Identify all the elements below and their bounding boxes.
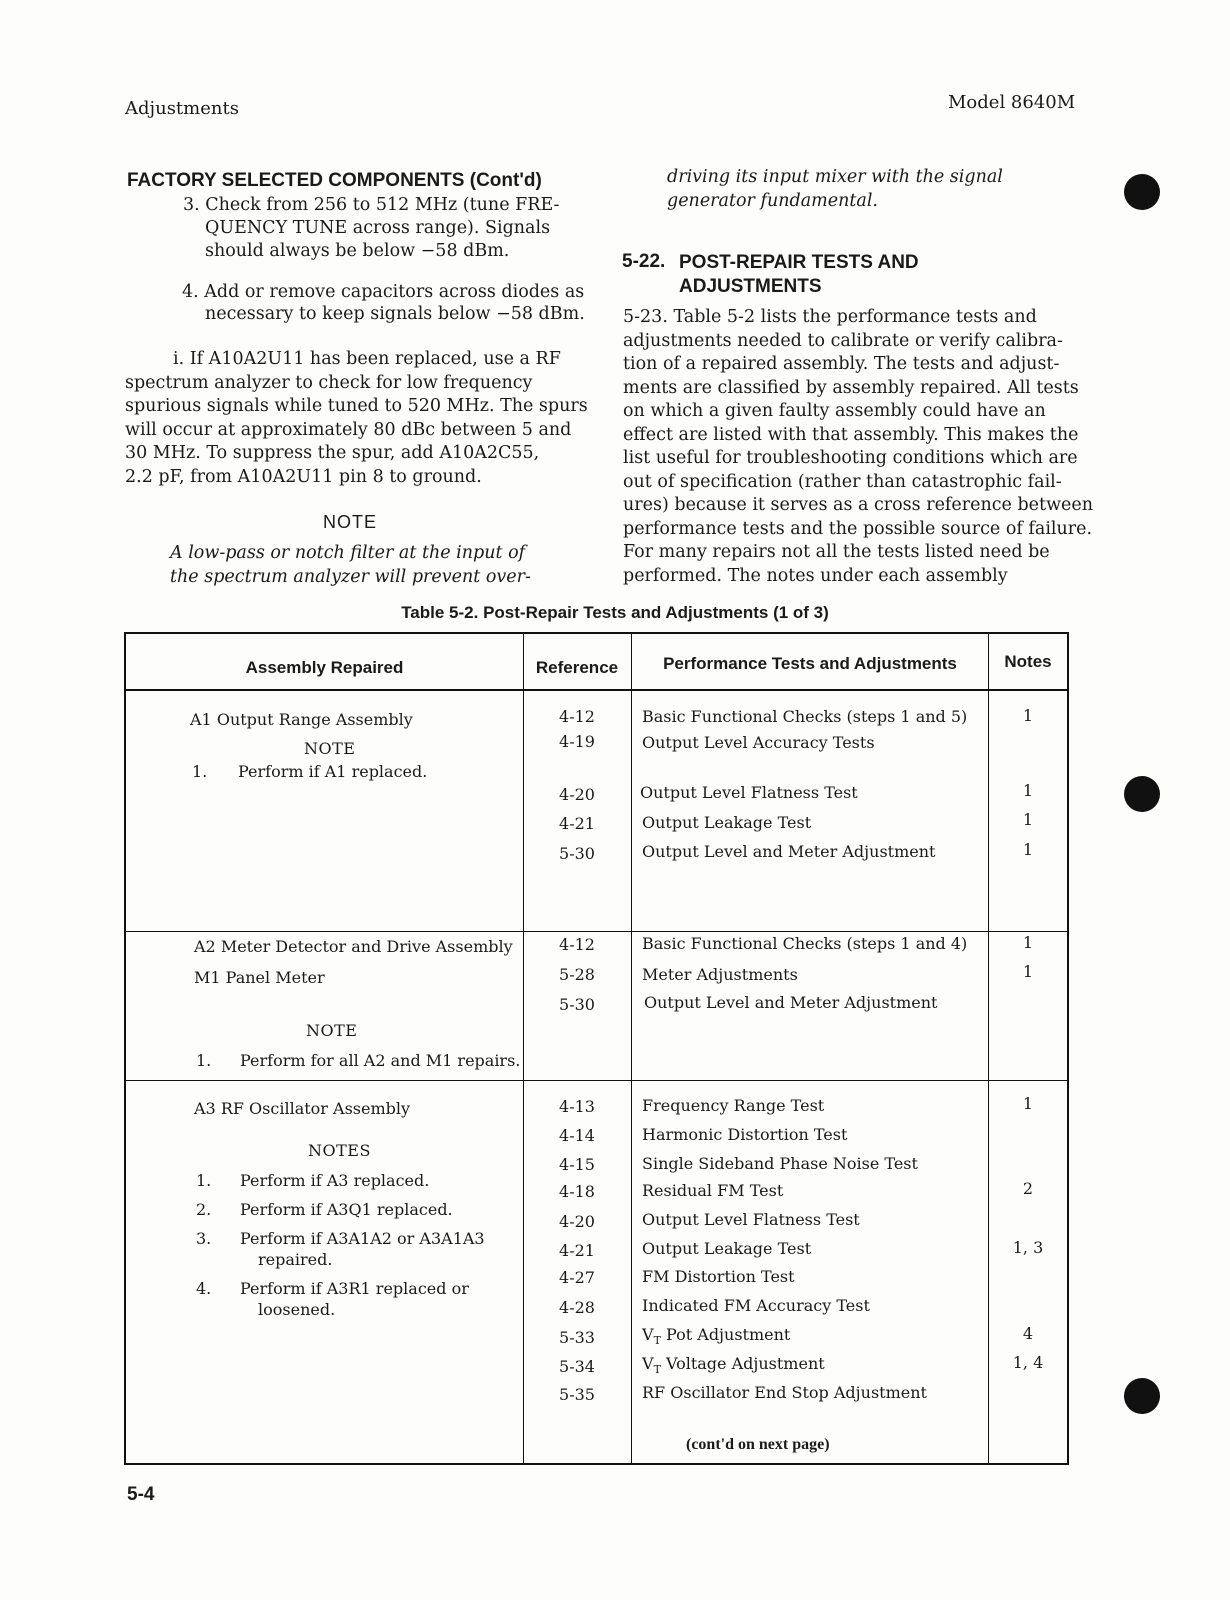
section-title [679, 251, 919, 299]
reference-cell: 4-19 [559, 732, 595, 751]
para-line: performed. The notes under each assembly [623, 565, 1008, 586]
assembly-note-number: 1. [196, 1171, 212, 1190]
assembly-note-number: 3. [196, 1229, 212, 1248]
header-assembly: Assembly Repaired [245, 658, 404, 677]
test-cell: Basic Functional Checks (steps 1 and 5) [642, 707, 968, 726]
test-cell: Residual FM Test [642, 1181, 784, 1200]
binder-hole [1124, 776, 1160, 812]
assembly-note-text: Perform if A3 replaced. [240, 1171, 430, 1190]
note-text [170, 542, 531, 589]
para-line: out of specification (rather than catastrophic fail- [623, 471, 1062, 492]
reference-cell: 4-18 [559, 1182, 595, 1201]
test-cell: Output Leakage Test [642, 813, 812, 832]
note-text-line-2: the spectrum analyzer will prevent over- [170, 566, 531, 587]
test-text: Pot Adjustment [660, 1325, 791, 1344]
group-divider [126, 931, 1067, 932]
para-line: tion of a repaired assembly. The tests and adjust- [623, 354, 1060, 374]
para-i-line-6: 2.2 pF, from A10A2U11 pin 8 to ground. [125, 466, 482, 487]
para-line: on which a given faulty assembly could have an [623, 401, 1046, 421]
test-cell: Output Level and Meter Adjustment [644, 993, 938, 1012]
step-4-line-2: necessary to keep signals below −58 dBm. [205, 304, 585, 324]
reference-cell: 4-27 [559, 1268, 595, 1287]
para-line: ures) because it serves as a cross reference between [623, 495, 1094, 515]
assembly-note-number: 1. [196, 1051, 212, 1070]
reference-cell: 5-33 [559, 1328, 595, 1347]
assembly-note-text: Perform if A3A1A2 or A3A1A3 [240, 1229, 485, 1248]
assembly-note-heading: NOTES [308, 1141, 371, 1160]
section-number: 5-22. [622, 251, 666, 272]
test-cell: Output Level and Meter Adjustment [642, 842, 936, 861]
test-cell-vt-pot [642, 1325, 790, 1351]
assembly-note-heading: NOTE [306, 1021, 358, 1040]
assembly-note-text-cont: repaired. [258, 1250, 333, 1269]
reference-cell: 5-30 [559, 995, 595, 1014]
header-tests: Performance Tests and Adjustments [663, 654, 957, 673]
group-divider [126, 1080, 1067, 1081]
assembly-note-text: Perform for all A2 and M1 repairs. [240, 1051, 521, 1070]
test-cell: Basic Functional Checks (steps 1 and 4) [642, 934, 968, 953]
test-cell-vt-voltage [642, 1354, 825, 1380]
step-3-line-1: 3. Check from 256 to 512 MHz (tune FRE- [183, 195, 560, 215]
step-3-line-2: QUENCY TUNE across range). Signals [205, 218, 551, 238]
note-cell: 2 [1022, 1179, 1034, 1198]
reference-cell: 4-20 [559, 1212, 595, 1231]
test-cell: Harmonic Distortion Test [642, 1125, 848, 1144]
assembly-note-text: Perform if A3R1 replaced or [240, 1279, 469, 1298]
para-i-line-1: i. If A10A2U11 has been replaced, use a RF [173, 349, 561, 369]
para-i-line-3: spurious signals while tuned to 520 MHz. The spurs [125, 396, 588, 416]
note-cell: 1 [1022, 810, 1034, 829]
para-line: effect are listed with that assembly. This makes the [623, 424, 1079, 445]
paragraph-i [125, 348, 588, 489]
page-number: 5-4 [127, 1484, 155, 1505]
note-cell: 1 [1022, 706, 1034, 725]
test-cell: Output Level Flatness Test [640, 783, 858, 802]
reference-cell: 5-34 [559, 1357, 595, 1376]
para-line: performance tests and the possible source of failure. [623, 518, 1093, 539]
assembly-m1: M1 Panel Meter [194, 968, 325, 987]
test-cell: Output Level Flatness Test [642, 1210, 860, 1229]
note-heading: NOTE [323, 512, 378, 532]
note-cell: 1 [1022, 1094, 1034, 1113]
assembly-note-text-cont: loosened. [258, 1300, 336, 1319]
note-cell: 1, 3 [1012, 1238, 1044, 1257]
section-title-line-1: POST-REPAIR TESTS AND [679, 252, 919, 273]
section-heading-factory-components: FACTORY SELECTED COMPONENTS (Cont'd) [127, 170, 542, 191]
assembly-note-text: Perform if A3Q1 replaced. [240, 1200, 453, 1219]
note-continued [667, 166, 1003, 213]
test-cell: Output Level Accuracy Tests [642, 733, 875, 752]
note-cell: 1 [1022, 962, 1034, 981]
para-line: list useful for troubleshooting conditions which are [623, 448, 1078, 468]
table-caption: Table 5-2. Post-Repair Tests and Adjustments (1 of 3) [401, 603, 829, 622]
reference-cell: 4-28 [559, 1298, 595, 1317]
header-divider [126, 689, 1067, 691]
reference-cell: 4-20 [559, 785, 595, 804]
assembly-note-heading: NOTE [304, 739, 356, 758]
reference-cell: 5-28 [559, 965, 595, 984]
step-4-line-1: 4. Add or remove capacitors across diodes as [182, 282, 585, 302]
reference-cell: 4-14 [559, 1126, 595, 1145]
note-cell: 1 [1022, 781, 1034, 800]
reference-cell: 5-30 [559, 844, 595, 863]
note-cont-line-1: driving its input mixer with the signal [667, 167, 1003, 187]
para-line: adjustments needed to calibrate or verify calibra- [623, 330, 1063, 351]
assembly-note-number: 1. [192, 762, 208, 781]
assembly-note-number: 2. [196, 1200, 212, 1219]
para-i-line-5: 30 MHz. To suppress the spur, add A10A2C55, [125, 443, 540, 463]
post-repair-table [124, 632, 1069, 1465]
assembly-note-number: 4. [196, 1279, 212, 1298]
reference-cell: 4-15 [559, 1155, 595, 1174]
assembly-a3: A3 RF Oscillator Assembly [194, 1099, 411, 1118]
test-cell: Indicated FM Accuracy Test [642, 1296, 870, 1315]
test-cell: Frequency Range Test [642, 1096, 825, 1115]
reference-cell: 4-21 [559, 1241, 595, 1260]
test-cell: RF Oscillator End Stop Adjustment [642, 1383, 927, 1402]
header-notes: Notes [1004, 652, 1052, 671]
note-cell: 1, 4 [1012, 1353, 1044, 1372]
reference-cell: 4-13 [559, 1097, 595, 1116]
test-text: Voltage Adjustment [660, 1354, 825, 1373]
assembly-a2: A2 Meter Detector and Drive Assembly [194, 937, 513, 956]
para-line: For many repairs not all the tests listed need be [623, 542, 1050, 562]
continued-note: (cont'd on next page) [686, 1436, 830, 1453]
reference-cell: 4-12 [559, 935, 595, 954]
note-text-line-1: A low-pass or notch filter at the input of [170, 543, 526, 563]
column-divider [631, 634, 632, 1463]
reference-cell: 5-35 [559, 1385, 595, 1404]
test-cell: Output Leakage Test [642, 1239, 812, 1258]
test-cell: Single Sideband Phase Noise Test [642, 1154, 918, 1173]
header-reference: Reference [535, 658, 619, 677]
para-line: ments are classified by assembly repaired. All tests [623, 377, 1079, 398]
section-title-line-2: ADJUSTMENTS [679, 276, 822, 297]
test-cell: Meter Adjustments [642, 965, 798, 984]
para-line: 5-23. Table 5-2 lists the performance tests and [623, 307, 1037, 327]
test-cell: FM Distortion Test [642, 1267, 795, 1286]
note-cell: 1 [1022, 840, 1034, 859]
paragraph-5-23 [623, 306, 1094, 588]
note-cont-line-2: generator fundamental. [667, 190, 878, 211]
binder-hole [1124, 174, 1160, 210]
reference-cell: 4-21 [559, 814, 595, 833]
vt-subscript: T [653, 1363, 661, 1377]
note-cell: 4 [1022, 1324, 1034, 1343]
vt-symbol: V [642, 1354, 654, 1373]
note-cell: 1 [1022, 933, 1034, 952]
step-3-line-3: should always be below −58 dBm. [205, 241, 510, 261]
para-i-line-4: will occur at approximately 80 dBc between 5 and [125, 419, 572, 440]
assembly-a1: A1 Output Range Assembly [190, 710, 413, 729]
running-header-right: Model 8640M [948, 92, 1076, 113]
binder-hole [1124, 1378, 1160, 1414]
para-i-line-2: spectrum analyzer to check for low frequency [125, 372, 533, 393]
running-header-left: Adjustments [125, 98, 239, 119]
vt-symbol: V [642, 1325, 654, 1344]
reference-cell: 4-12 [559, 707, 595, 726]
vt-subscript: T [653, 1334, 661, 1348]
assembly-note-text: Perform if A1 replaced. [238, 762, 428, 781]
